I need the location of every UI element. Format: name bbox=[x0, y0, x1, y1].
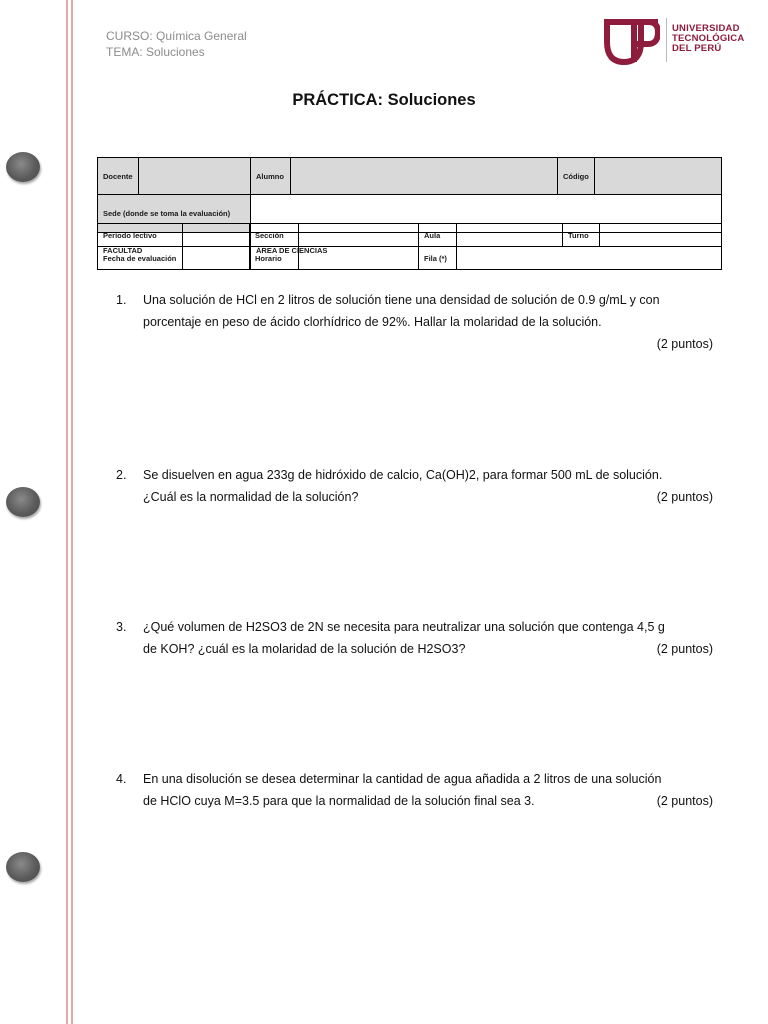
aula-field[interactable] bbox=[457, 224, 563, 247]
question-text-line-1: ¿Qué volumen de H2SO3 de 2N se necesita para neutralizar una solución que contenga 4,5 g bbox=[143, 620, 665, 634]
question-text-line-1: Una solución de HCl en 2 litros de solución tiene una densidad de solución de 0.9 g/mL y con bbox=[143, 293, 660, 307]
question-number: 1. bbox=[116, 293, 127, 307]
margin-line-right bbox=[71, 0, 73, 1024]
periodo-label: Período lectivo bbox=[98, 224, 183, 247]
aula-label: Aula bbox=[419, 224, 457, 247]
fecha-field[interactable] bbox=[183, 247, 250, 270]
question-text-line-2: ¿Cuál es la normalidad de la solución? bbox=[143, 490, 359, 504]
question-text-line-1: En una disolución se desea determinar la cantidad de agua añadida a 2 litros de una solución bbox=[143, 772, 662, 786]
page-title: PRÁCTICA: Soluciones bbox=[292, 91, 476, 109]
periodo-field[interactable] bbox=[183, 224, 250, 247]
fila-label: Fila (*) bbox=[419, 247, 457, 270]
university-logo bbox=[604, 14, 744, 66]
turno-label: Turno bbox=[563, 224, 600, 247]
margin-line-left bbox=[66, 0, 68, 1024]
question-number: 4. bbox=[116, 772, 127, 786]
logo-wordmark bbox=[672, 24, 744, 54]
question-points: (2 puntos) bbox=[656, 490, 713, 504]
docente-label: Docente bbox=[98, 158, 139, 195]
seccion-field[interactable] bbox=[299, 224, 419, 247]
codigo-field[interactable] bbox=[595, 158, 722, 195]
horario-label: Horario bbox=[250, 247, 299, 270]
facultad-label: FACULTAD bbox=[98, 232, 251, 269]
question-text-line-2: de HClO cuya M=3.5 para que la normalidad de la solución final sea 3. bbox=[143, 794, 535, 808]
utp-logo-icon bbox=[604, 14, 660, 66]
fila-field[interactable] bbox=[457, 247, 722, 270]
turno-field[interactable] bbox=[600, 224, 722, 247]
question-number: 3. bbox=[116, 620, 127, 634]
docente-field[interactable] bbox=[139, 158, 251, 195]
question-points: (2 puntos) bbox=[656, 337, 713, 351]
question-text-line-2: de KOH? ¿cuál es la molaridad de la solución de H2SO3? bbox=[143, 642, 466, 656]
question-points: (2 puntos) bbox=[656, 642, 713, 656]
binder-hole-top bbox=[6, 152, 40, 182]
course-header bbox=[106, 28, 247, 60]
course-label: CURSO: Química General bbox=[106, 29, 247, 43]
question-points: (2 puntos) bbox=[656, 794, 713, 808]
alumno-label: Alumno bbox=[251, 158, 291, 195]
question-number: 2. bbox=[116, 468, 127, 482]
alumno-field[interactable] bbox=[291, 158, 558, 195]
topic-label: TEMA: Soluciones bbox=[106, 45, 205, 59]
logo-separator bbox=[666, 18, 667, 62]
codigo-label: Código bbox=[558, 158, 595, 195]
question-text-line-1: Se disuelven en agua 233g de hidróxido de calcio, Ca(OH)2, para formar 500 mL de solución. bbox=[143, 468, 663, 482]
logo-line-1: UNIVERSIDAD bbox=[672, 23, 740, 34]
logo-line-2: TECNOLÓGICA bbox=[672, 33, 745, 44]
horario-field[interactable] bbox=[299, 247, 419, 270]
sede-label: Sede (donde se toma la evaluación) bbox=[98, 195, 251, 232]
schedule-info-table bbox=[97, 223, 722, 270]
seccion-label: Sección bbox=[250, 224, 299, 247]
area-label: ÁREA DE CIENCIAS bbox=[251, 232, 722, 269]
binder-hole-bottom bbox=[6, 852, 40, 882]
binder-hole-middle bbox=[6, 487, 40, 517]
logo-line-3: DEL PERÚ bbox=[672, 43, 722, 54]
fecha-label: Fecha de evaluación bbox=[98, 247, 183, 270]
question-text-line-2: porcentaje en peso de ácido clorhídrico de 92%. Hallar la molaridad de la solución. bbox=[143, 315, 602, 329]
